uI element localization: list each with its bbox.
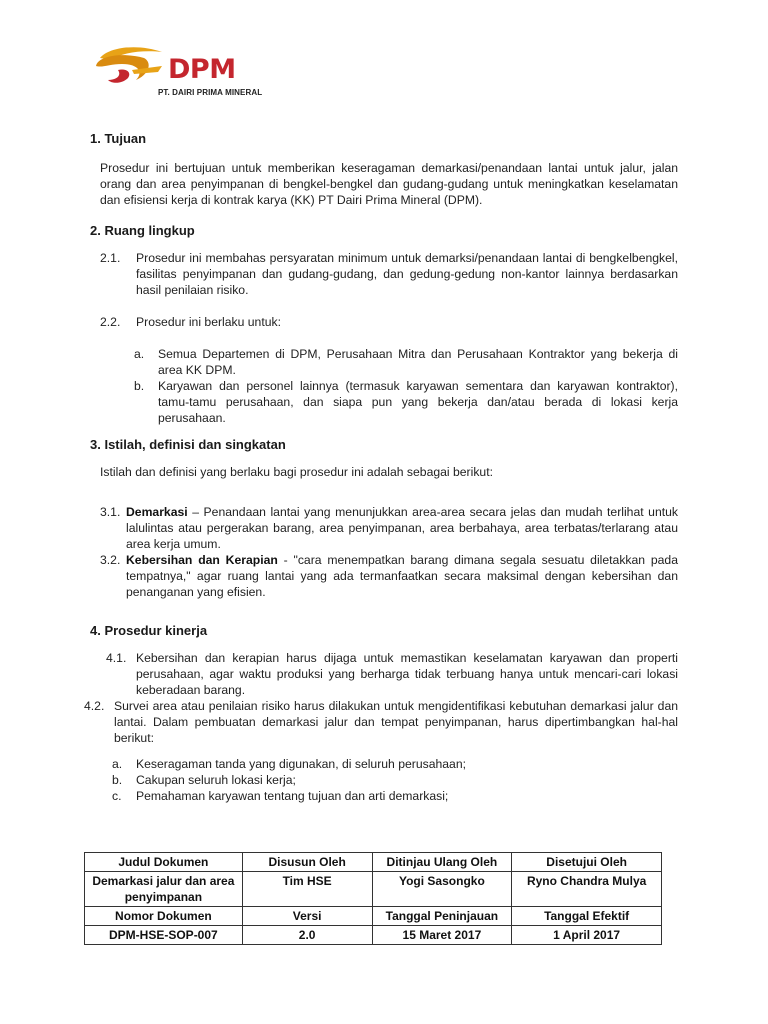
company-logo xyxy=(92,44,272,104)
table-row xyxy=(85,853,662,872)
list-item: 4.2. Survei area atau penilaian risiko harus dilakukan untuk mengidentifikasi kebutuhan demarkasi jalur dan lantai. Dalam pembuatan demarkasi jalur dan tempat penyimpanan, harus dipertimbangkan hal-hal berikut: xyxy=(84,699,678,745)
table-cell: Nomor Dokumen xyxy=(85,907,243,926)
table-row xyxy=(85,907,662,926)
table-cell: Demarkasi jalur dan area penyimpanan xyxy=(85,872,243,907)
definition-term: Demarkasi xyxy=(126,505,188,519)
section-text-tujuan: Prosedur ini bertujuan untuk memberikan keseragaman demarkasi/penandaan lantai untuk jalur, jalan orang dan area penyimpanan di bengkel-bengkel dan gudang-gudang untuk meningkatkan keselamatan dan efisiensi kerja di kontrak karya (KK) PT Dairi Prima Mineral (DPM). xyxy=(100,161,678,207)
section-heading-istilah: 3. Istilah, definisi dan singkatan xyxy=(90,437,286,452)
table-cell: Judul Dokumen xyxy=(85,853,243,872)
list-item: 4.1. Kebersihan dan kerapian harus dijaga untuk memastikan keselamatan karyawan dan properti perusahaan, agar waktu produksi yang berharga tidak terbuang hanya untuk mencari-cari lokasi keberadaan barang. xyxy=(106,651,678,697)
table-cell: Disusun Oleh xyxy=(242,853,372,872)
document-body xyxy=(84,130,678,804)
table-cell: Ditinjau Ulang Oleh xyxy=(372,853,512,872)
section-text-istilah: Istilah dan definisi yang berlaku bagi prosedur ini adalah sebagai berikut: xyxy=(100,465,493,479)
list-item: a. Keseragaman tanda yang digunakan, di seluruh perusahaan; xyxy=(112,757,466,771)
list-item: c. Pemahaman karyawan tentang tujuan dan arti demarkasi; xyxy=(112,789,449,803)
section-heading-prosedur: 4. Prosedur kinerja xyxy=(90,623,208,638)
table-cell: Yogi Sasongko xyxy=(372,872,512,907)
definition-item: 3.2. Kebersihan dan Kerapian - "cara menempatkan barang dimana segala sesuatu diletakkan pada tempatnya," agar ruang lantai yang ada termanfaatkan secara maksimal dengan kebersihan dan penanganan yang efisien. xyxy=(100,553,678,599)
table-cell: Tanggal Efektif xyxy=(512,907,662,926)
company-name: PT. DAIRI PRIMA MINERAL xyxy=(158,88,263,97)
table-cell: 15 Maret 2017 xyxy=(372,926,512,945)
table-cell: Tanggal Peninjauan xyxy=(372,907,512,926)
list-item: 2.2. Prosedur ini berlaku untuk: xyxy=(100,315,281,329)
list-item: a. Semua Departemen di DPM, Perusahaan Mitra dan Perusahaan Kontraktor yang bekerja di area KK DPM. xyxy=(134,347,678,377)
table-cell: Versi xyxy=(242,907,372,926)
document-control-table xyxy=(84,852,662,945)
table-cell: Disetujui Oleh xyxy=(512,853,662,872)
table-cell: Ryno Chandra Mulya xyxy=(512,872,662,907)
table-row xyxy=(85,872,662,907)
table-cell: 2.0 xyxy=(242,926,372,945)
list-item: b. Cakupan seluruh lokasi kerja; xyxy=(112,773,296,787)
section-heading-tujuan: 1. Tujuan xyxy=(90,131,147,146)
definition-term: Kebersihan dan Kerapian xyxy=(126,553,278,567)
table-cell: Tim HSE xyxy=(242,872,372,907)
table-row xyxy=(85,926,662,945)
dpm-swoosh-icon xyxy=(92,44,168,88)
section-heading-ruang-lingkup: 2. Ruang lingkup xyxy=(90,223,195,238)
list-item: 2.1. Prosedur ini membahas persyaratan minimum untuk demarksi/penandaan lantai di bengkelbengkel, fasilitas penyimpanan dan gudang-gudang, dan gedung-gedung non-kantor lainnya berdasarkan hasil penilaian risiko. xyxy=(100,251,678,297)
table-cell: DPM-HSE-SOP-007 xyxy=(85,926,243,945)
list-item: b. Karyawan dan personel lainnya (termasuk karyawan sementara dan karyawan kontraktor), tamu-tamu perusahaan, dan siapa pun yang bekerja dan/atau berada di lokasi kerja perusahaan. xyxy=(134,379,678,425)
logo-wordmark: DPM xyxy=(168,54,236,85)
table-cell: 1 April 2017 xyxy=(512,926,662,945)
definition-item: 3.1. Demarkasi – Penandaan lantai yang menunjukkan area-area secara jelas dan mudah terlihat untuk lalulintas atau pergerakan barang, area penyimpanan, area berbahaya, area terbatas/terlarang atau area kerja umum. xyxy=(100,505,678,551)
